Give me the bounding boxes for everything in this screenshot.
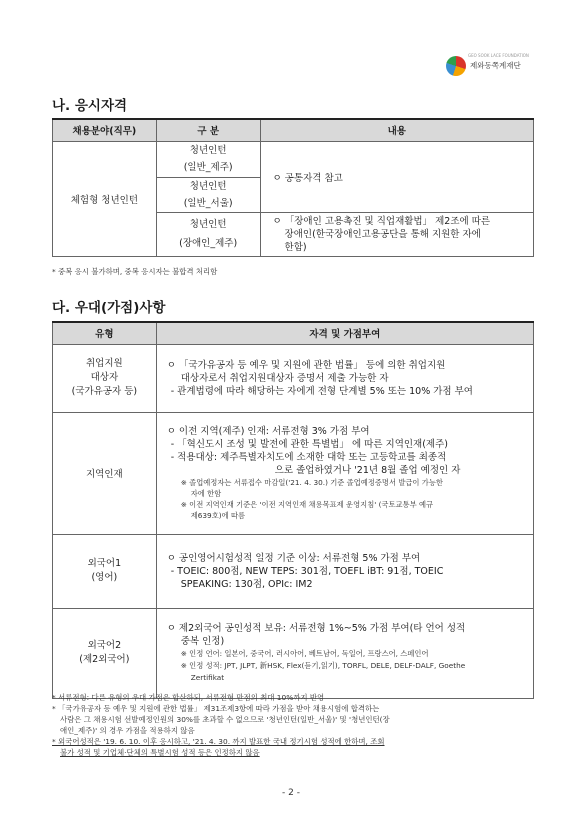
qualification-note: ※ 인정 성적: JPT, JLPT, 新HSK, Flex(듣기,읽기), TORFL, DELE, DELF-DALF, Goethe (180, 661, 466, 670)
qualification-line: ㅇ 공인영어시험성적 일정 기준 이상: 서류전형 5% 가점 부여 (166, 552, 421, 564)
table-row (53, 608, 534, 698)
type-line: 외국어2 (87, 640, 122, 651)
qualification-line: - 관계법령에 따라 해당하는 자에게 전형 단계별 5% 또는 10% 가점 부여 (170, 385, 473, 397)
table-row (53, 412, 534, 534)
category-line: (일반_제주) (183, 162, 233, 173)
note-line: * 외국어성적은 '19. 6. 10. 이후 응시하고, '21. 4. 30. 까지 발표한 국내 정기시험 성적에 한하며, 조회 (52, 737, 385, 746)
preference-table (52, 321, 534, 699)
note-line: 사람은 그 채용시험 선발예정인원의 30%를 초과할 수 없으므로 '청년인턴(일반_서울)' 및 '청년인턴(장 (60, 715, 390, 724)
preference-notes (52, 692, 390, 758)
note-line: 애인_제주)' 의 경우 가점을 적용하지 않음 (60, 726, 195, 735)
qualification-cell (156, 344, 533, 412)
type-line: (국가유공자 등) (71, 386, 138, 397)
section-title-preference: 다. 우대(가점)사항 (52, 300, 166, 316)
qualification-line: 으로 졸업하였거나 '21년 8월 졸업 예정인 자 (274, 465, 461, 476)
category-line: (장애인_제주) (179, 238, 238, 249)
category-cell (156, 212, 260, 256)
qualification-line: - 적용대상: 제주특별자치도에 소재한 대학 또는 고등학교를 최종적 (170, 452, 447, 463)
qualification-note: Zertifikat (190, 673, 225, 682)
type-cell (53, 608, 157, 698)
note-line: 불가 성적 및 기업체·단체의 특별시험 성적 등은 인정하지 않음 (60, 748, 260, 757)
header-field: 채용분야(직무) (53, 119, 157, 141)
header-qualification: 자격 및 가점부여 (156, 322, 533, 344)
qualification-line: ㅇ 이전 지역(제주) 인재: 서류전형 3% 가점 부여 (166, 426, 370, 437)
type-line: (제2외국어) (79, 654, 130, 665)
content-cell (260, 212, 533, 256)
eligibility-table (52, 118, 534, 257)
qualification-line: ㅇ 제2외국어 공인성적 보유: 서류전형 1%~5% 가점 부여(타 언어 성적 (166, 623, 466, 634)
type-line: 취업지원 (86, 358, 123, 369)
content-line: 한함) (284, 241, 307, 253)
note-line: * 「국가유공자 등 예우 및 지원에 관한 법률」 제31조제3항에 따라 가점을 받아 채용시험에 합격하는 (52, 704, 380, 713)
qualification-cell (156, 534, 533, 608)
content-line: ㅇ 「장애인 고용촉진 및 직업재활법」 제2조에 따른 (272, 215, 491, 227)
qualification-line: 중복 인정) (180, 636, 225, 647)
type-cell (53, 344, 157, 412)
table-row (53, 344, 534, 412)
qualification-note: ※ 인정 언어: 일본어, 중국어, 러시아어, 베트남어, 독일어, 프랑스어, 스페인어 (180, 649, 429, 658)
type-cell: 지역인재 (53, 412, 157, 534)
header-type: 유형 (53, 322, 157, 344)
qualification-line: - TOEIC: 800점, NEW TEPS: 301점, TOEFL iBT: 91점, TOEIC (170, 565, 444, 577)
category-line: 청년인턴 (189, 145, 227, 156)
category-cell (156, 141, 260, 177)
duplicate-application-note: * 중복 응시 불가하며, 중복 응시자는 불합격 처리함 (52, 267, 218, 276)
qualification-note: ※ 이전 지역인재 기준은 '이전 지역인재 채용목표제 운영지침' (국토교통부 예규 (180, 500, 434, 509)
field-cell: 체험형 청년인턴 (53, 141, 157, 256)
qualification-line: - 「혁신도시 조성 및 발전에 관한 특별법」 에 따른 지역인재(제주) (170, 439, 448, 450)
type-cell (53, 534, 157, 608)
qualification-note: ※ 졸업예정자는 서류접수 마감일('21. 4. 30.) 기준 졸업예정증명서 발급이 가능한 (180, 478, 443, 487)
type-line: 외국어1 (87, 558, 122, 569)
foundation-logo (446, 53, 554, 80)
header-content: 내용 (260, 119, 533, 141)
note-line: * 서류전형: 다른 유형의 우대 가점은 합산하되, 서류전형 만점의 최대 10%까지 반영 (52, 693, 325, 702)
table-row (53, 534, 534, 608)
logo-emblem-icon (446, 56, 466, 76)
type-line: (영어) (91, 572, 118, 583)
category-line: 청년인턴 (189, 180, 227, 192)
content-cell: ㅇ 공통자격 참고 (260, 141, 533, 212)
qualification-note: 자에 한함 (190, 489, 222, 498)
header-category: 구 분 (156, 119, 260, 141)
page-number: - 2 - (282, 788, 300, 798)
type-line: 대상자 (90, 372, 119, 383)
content-line: 장애인(한국장애인고용공단을 통해 지원한 자에 (284, 228, 481, 240)
qualification-line: SPEAKING: 130점, OPIc: IM2 (180, 578, 313, 590)
qualification-line: 대상자로서 취업지원대상자 증명서 제출 가능한 자 (180, 372, 389, 384)
qualification-cell (156, 608, 533, 698)
category-line: 청년인턴 (189, 219, 227, 230)
qualification-note: 제639호)에 따름 (190, 511, 246, 520)
category-line: (일반_서울) (183, 197, 233, 209)
logo-subtext: GEO SOOK LACE FOUNDATION (468, 53, 529, 58)
qualification-line: ㅇ 「국가유공자 등 예우 및 지원에 관한 법률」 등에 의한 취업지원 (166, 359, 446, 371)
qualification-cell (156, 412, 533, 534)
category-cell (156, 177, 260, 212)
logo-text: 제와동쪽계재단 (470, 61, 521, 70)
section-title-eligibility: 나. 응시자격 (52, 98, 128, 114)
